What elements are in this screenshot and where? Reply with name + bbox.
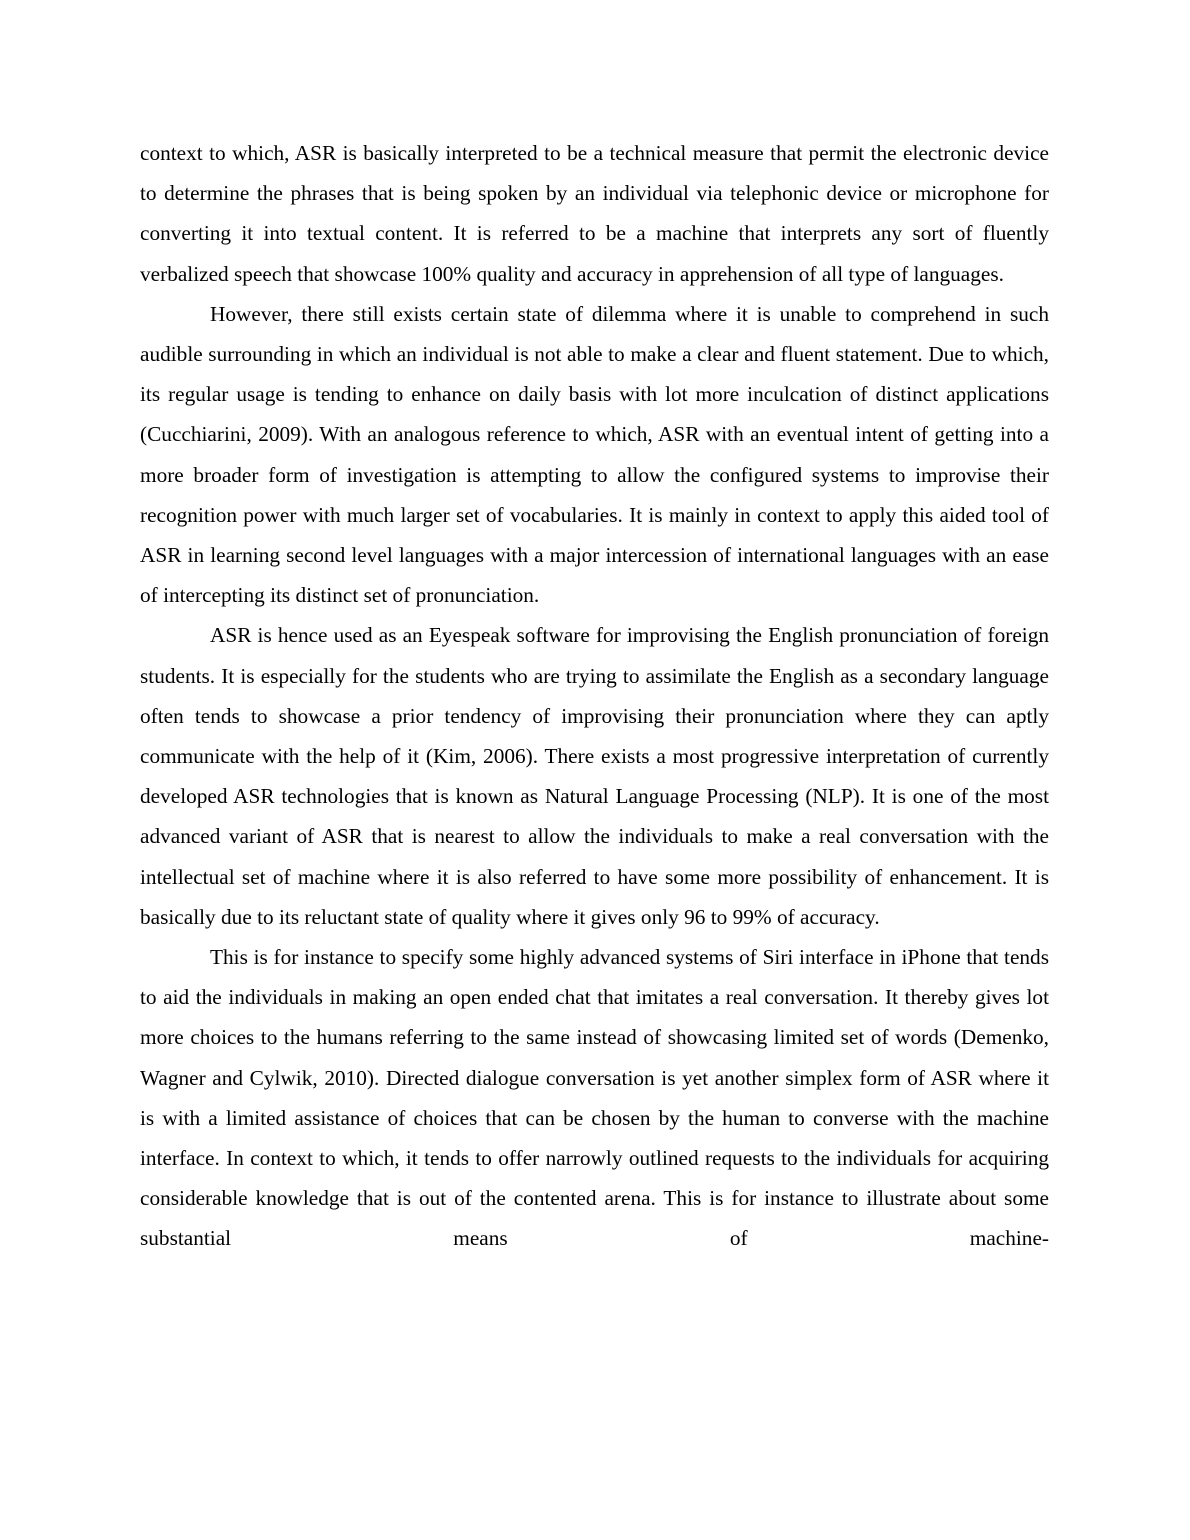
paragraph-dilemma: However, there still exists certain state of dilemma where it is unable to comprehend in such audible surrounding in which an individual is not able to make a clear and fluent statement. Due to which, its regular usage is tending to enhance on daily basis with lot more inculcation of distinct applications (Cucchiarini, 2009). With an analogous reference to which, ASR with an eventual intent of getting into a more broader form of investigation is attempting to allow the configured systems to improvise their recognition power with much larger set of vocabularies. It is mainly in context to apply this aided tool of ASR in learning second level languages with a major intercession of international languages with an ease of intercepting its distinct set of pronunciation.	[140, 301, 1049, 608]
paragraph-siri: This is for instance to specify some highly advanced systems of Siri interface in iPhone that tends to aid the individuals in making an open ended chat that imitates a real conversation. It thereby gives lot more choices to the humans referring to the same instead of showcasing limited set of words (Demenko, Wagner and Cylwik, 2010). Directed dialogue conversation is yet another simplex form of ASR where it is with a limited assistance of choices that can be chosen by the human to converse with the machine interface. In context to which, it tends to offer narrowly outlined requests to the individuals for acquiring considerable knowledge that is out of the contented arena. This is for instance to illustrate about some substantial means of machine-	[140, 945, 1049, 1251]
body-text	[140, 133, 1049, 1259]
paragraph-continuation: context to which, ASR is basically interpreted to be a technical measure that permit the electronic device to determine the phrases that is being spoken by an individual via telephonic device or microphone for converting it into textual content. It is referred to be a machine that interprets any sort of fluently verbalized speech that showcase 100% quality and accuracy in apprehension of all type of languages.	[140, 141, 1049, 286]
paragraph-eyespeak: ASR is hence used as an Eyespeak software for improvising the English pronunciation of foreign students. It is especially for the students who are trying to assimilate the English as a secondary language often tends to showcase a prior tendency of improvising their pronunciation where they can aptly communicate with the help of it (Kim, 2006). There exists a most progressive interpretation of currently developed ASR technologies that is known as Natural Language Processing (NLP). It is one of the most advanced variant of ASR that is nearest to allow the individuals to make a real conversation with the intellectual set of machine where it is also referred to have some more possibility of enhancement. It is basically due to its reluctant state of quality where it gives only 96 to 99% of accuracy.	[140, 623, 1049, 929]
